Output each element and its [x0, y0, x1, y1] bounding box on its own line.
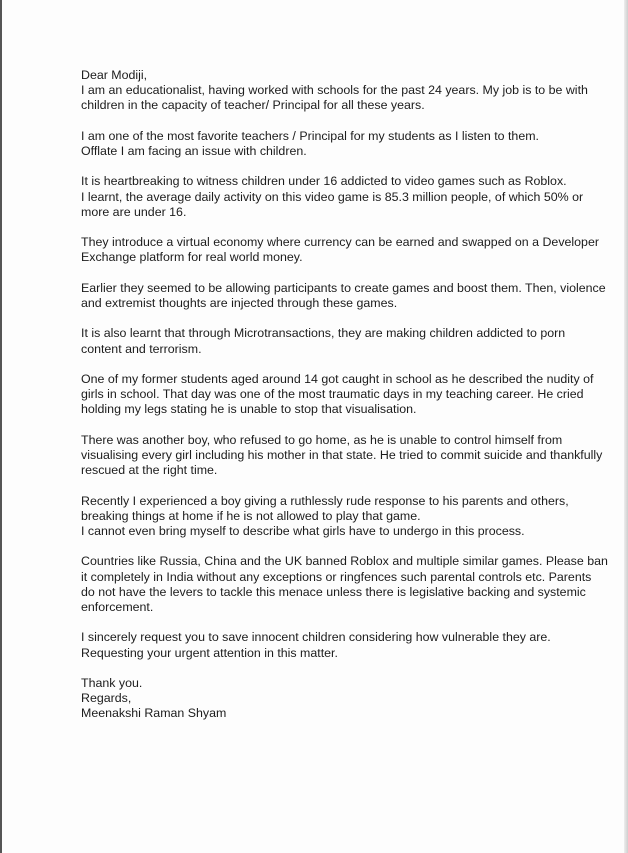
paragraph-line: Recently I experienced a boy giving a ruthlessly rude response to his parents and others,	[81, 493, 569, 508]
paragraph-7	[81, 372, 616, 418]
paragraph-line: do not have the levers to tackle this menace unless there is legislative backing and systemic	[81, 584, 586, 599]
paragraph-line: visualising every girl including his mother in that state. He tried to commit suicide and thankfully	[81, 447, 603, 462]
closing	[81, 676, 616, 722]
paragraph-4	[81, 235, 616, 265]
paragraph-line: more are under 16.	[81, 204, 187, 219]
paragraph-line: One of my former students aged around 14 got caught in school as he described the nudity of	[81, 371, 594, 386]
paragraph-line: rescued at the right time.	[81, 463, 218, 478]
paragraph-line: They introduce a virtual economy where currency can be earned and swapped on a Developer	[81, 235, 599, 250]
paragraph-9	[81, 494, 616, 540]
paragraph-line: Exchange platform for real world money.	[81, 250, 303, 265]
paragraph-6	[81, 326, 616, 356]
paragraph-5	[81, 281, 616, 311]
paragraph-line: Requesting your urgent attention in this matter.	[81, 645, 338, 660]
paragraph-10	[81, 554, 616, 615]
page-right-shadow	[624, 0, 628, 853]
paragraph-line: Offlate I am facing an issue with children.	[81, 144, 307, 158]
paragraph-line: it completely in India without any exceptions or ringfences such parental controls etc. Parents	[81, 569, 592, 584]
paragraph-line: and extremist thoughts are injected through these games.	[81, 295, 398, 310]
closing-thanks: Thank you.	[81, 675, 143, 690]
paragraph-line: It is heartbreaking to witness children under 16 addicted to video games such as Roblox.	[81, 174, 567, 189]
paragraph-2	[81, 129, 616, 159]
paragraph-8	[81, 433, 616, 479]
paragraph-line: I am an educationalist, having worked with schools for the past 24 years. My job is to be with	[81, 83, 588, 98]
salutation	[81, 68, 616, 83]
paragraph-3	[81, 174, 616, 220]
paragraph-line: children in the capacity of teacher/ Principal for all these years.	[81, 98, 425, 113]
letter-body	[81, 68, 616, 722]
paragraph-line: I sincerely request you to save innocent children considering how vulnerable they are.	[81, 630, 551, 645]
signature-name: Meenakshi Raman Shyam	[81, 706, 227, 721]
paragraph-line: holding my legs stating he is unable to stop that visualisation.	[81, 402, 417, 417]
paragraph-line: I am one of the most favorite teachers / Principal for my students as I listen to them.	[81, 128, 539, 143]
paragraph-line: Earlier they seemed to be allowing participants to create games and boost them. Then, violence	[81, 280, 606, 295]
paragraph-line: girls in school. That day was one of the most traumatic days in my teaching career. He cried	[81, 387, 584, 402]
closing-regards: Regards,	[81, 691, 132, 706]
salutation-line: Dear Modiji,	[81, 68, 148, 82]
page-left-border	[0, 0, 2, 853]
paragraph-line: I learnt, the average daily activity on this video game is 85.3 million people, of which 50% or	[81, 189, 584, 204]
paragraph-line: content and terrorism.	[81, 341, 202, 356]
paragraph-1	[81, 83, 616, 113]
paragraph-line: Countries like Russia, China and the UK banned Roblox and multiple similar games. Please ban	[81, 554, 608, 569]
paragraph-line: I cannot even bring myself to describe what girls have to undergo in this process.	[81, 523, 525, 538]
paragraph-line: enforcement.	[81, 599, 154, 614]
paragraph-11	[81, 630, 616, 660]
paragraph-line: breaking things at home if he is not allowed to play that game.	[81, 508, 421, 523]
paragraph-line: It is also learnt that through Microtransactions, they are making children addicted to porn	[81, 326, 566, 341]
paragraph-line: There was another boy, who refused to go home, as he is unable to control himself from	[81, 432, 563, 447]
